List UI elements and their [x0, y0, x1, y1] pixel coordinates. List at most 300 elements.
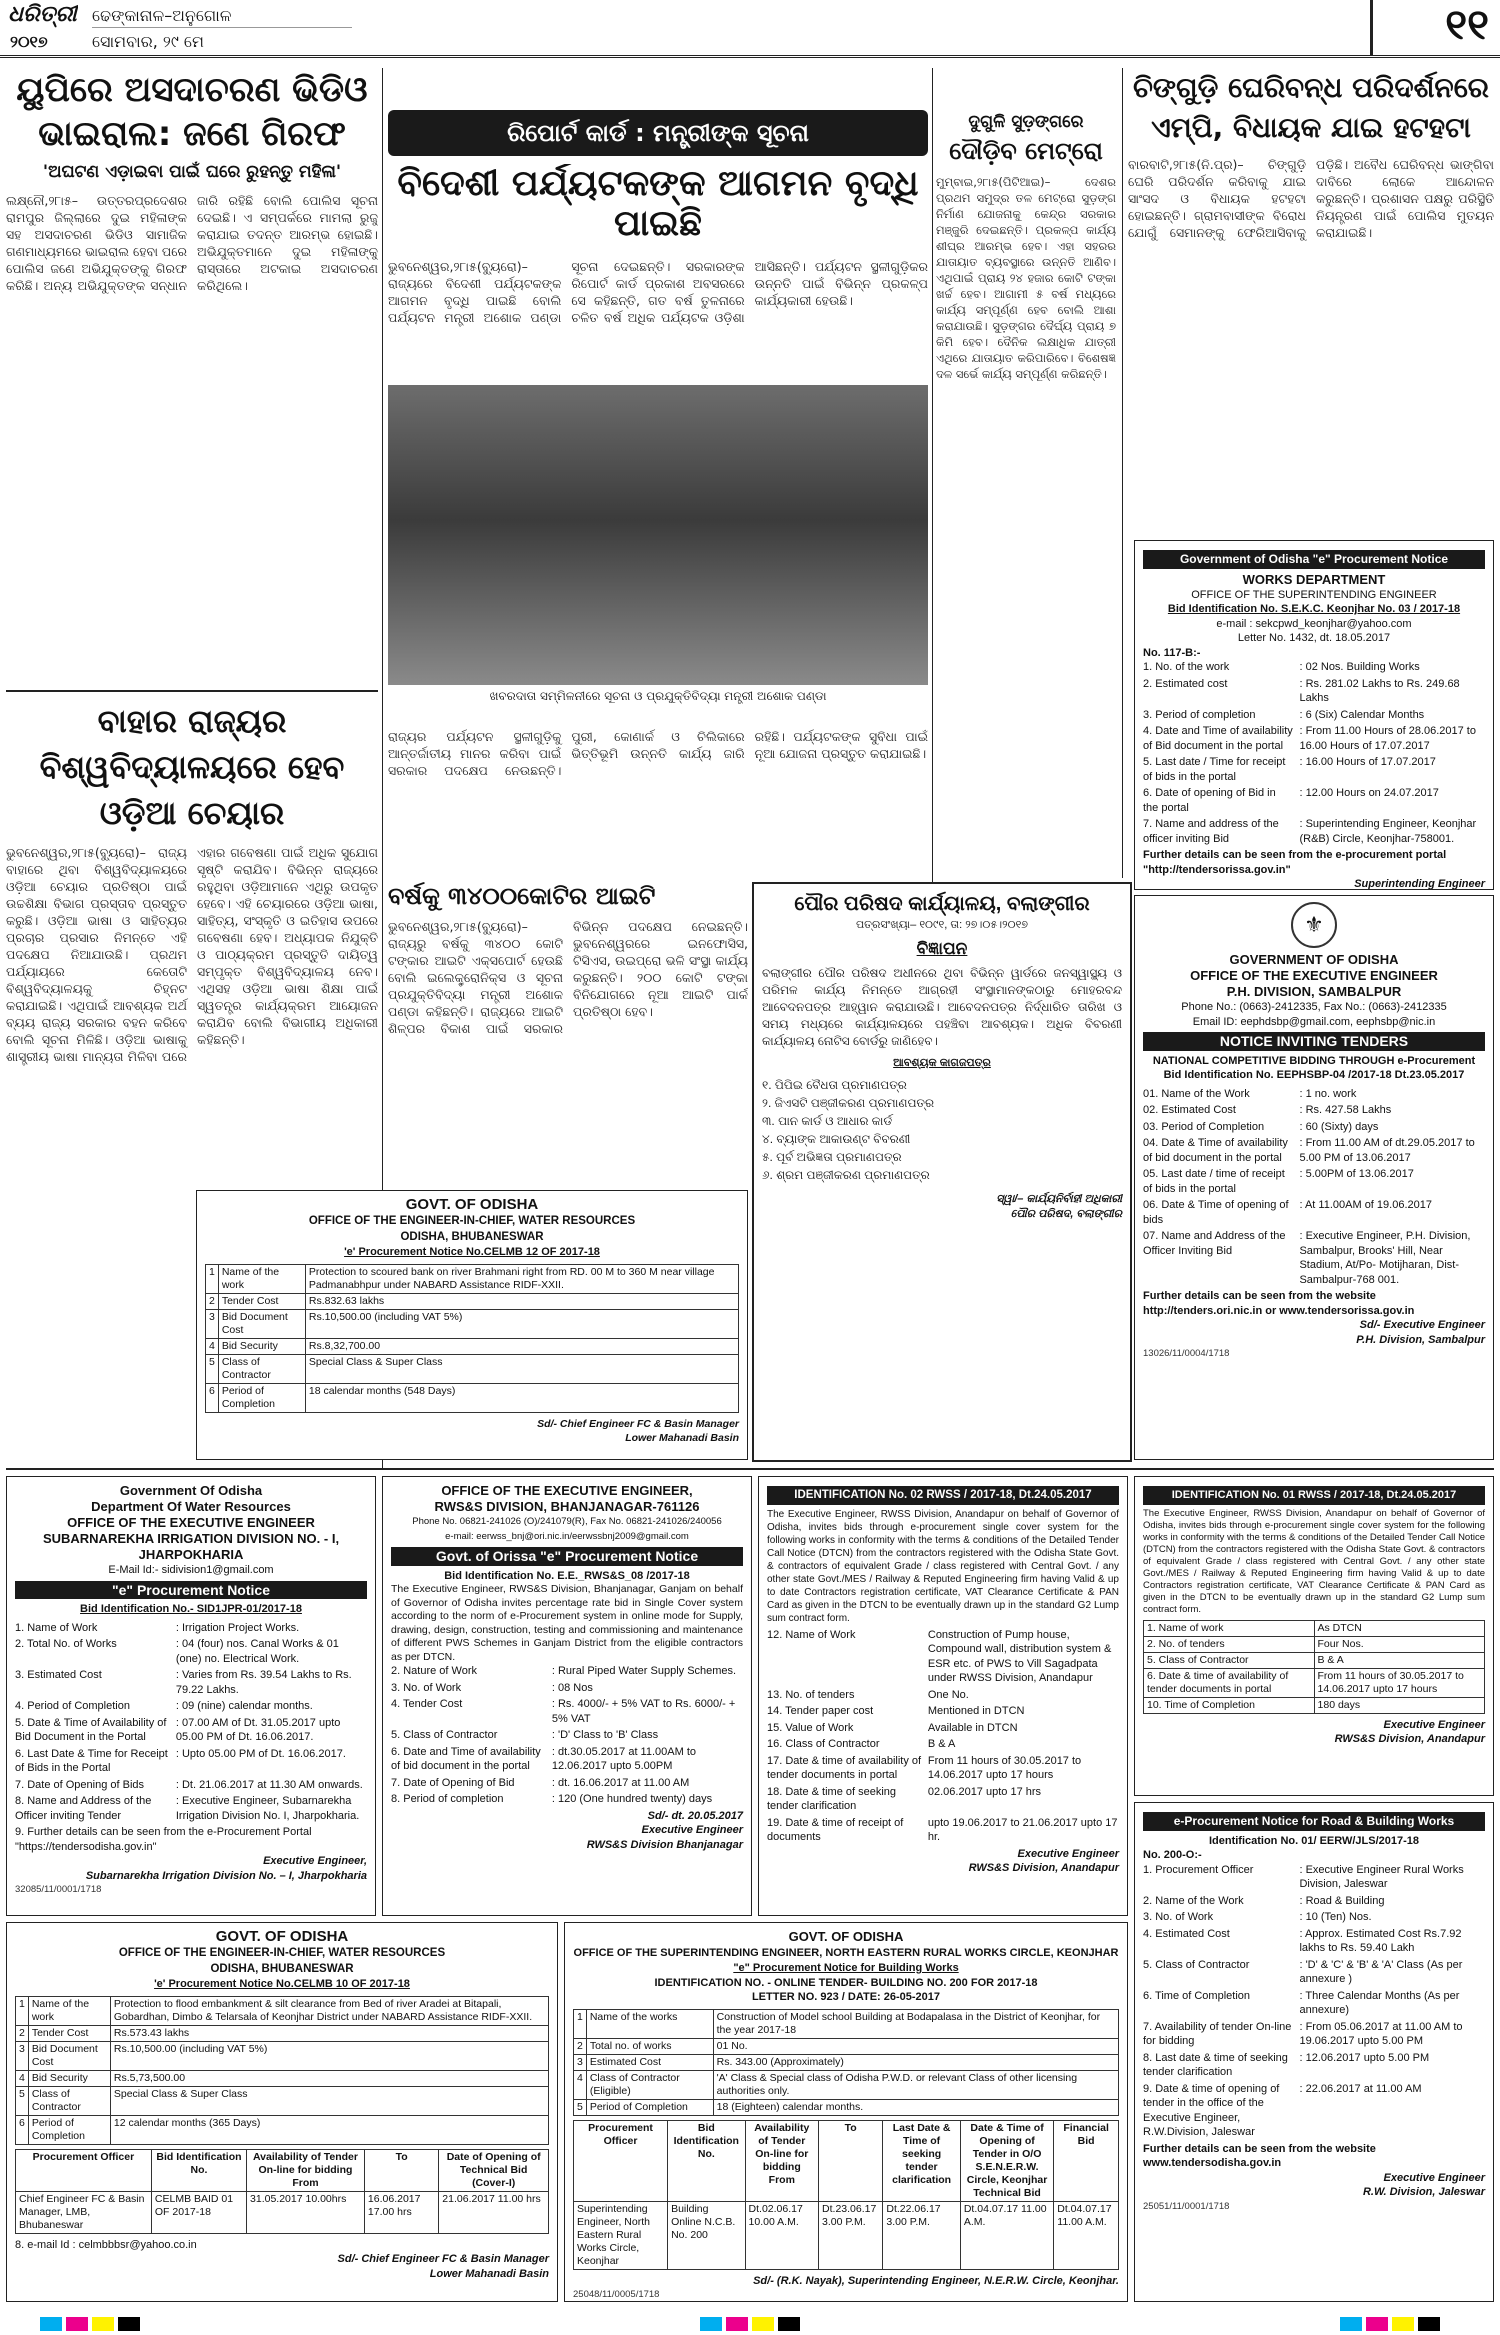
- row-value: From 11 hours of 30.05.2017 to 14.06.2017 upto 17 hours: [927, 1754, 1082, 1781]
- notice-signature: Executive Engineer R.W. Division, Jaleswar: [1362, 2171, 1485, 2198]
- notice-email: 8. e-mail Id : celmbbbsr@yahoo.co.in: [15, 2238, 197, 2251]
- list-item: [767, 1737, 1119, 1752]
- cell: 1. Name of work: [1144, 1620, 1315, 1636]
- notice-title: e-Procurement Notice for Road & Building Works: [1143, 1812, 1485, 1831]
- cell: Rs.8,32,700.00: [305, 1338, 738, 1354]
- row-key: 7. Date of Opening of Bid: [391, 1776, 515, 1789]
- cell: 3: [574, 2054, 587, 2070]
- list-item: [1143, 1894, 1485, 1909]
- row-value: : At 11.00AM of 19.06.2017: [1299, 1199, 1432, 1211]
- row-value: : 02 Nos. Building Works: [1299, 661, 1420, 673]
- row-value: : Three Calendar Months (As per annexure): [1299, 1989, 1460, 2016]
- office-name: OFFICE OF THE EXECUTIVE ENGINEER: [1190, 968, 1438, 983]
- list-item: [15, 1621, 367, 1636]
- list-item: [1143, 1863, 1485, 1892]
- notice-heading: 'e' Procurement Notice No.CELMB 12 OF 2017-18: [344, 1246, 600, 1258]
- cell: Class of Contractor (Eligible): [586, 2070, 713, 2099]
- table-row: [1144, 1636, 1485, 1652]
- row-key: 8. Period of completion: [391, 1793, 504, 1805]
- row-key: 7. Name and address of the officer inviting Bid: [1143, 818, 1279, 845]
- table-row: [16, 2191, 549, 2233]
- row-value: : From 11.00 AM of dt.29.05.2017 to 5.00 PM of 13.06.2017: [1299, 1137, 1475, 1164]
- celmb-12-notice: [196, 1190, 748, 1460]
- row-value: One No.: [927, 1688, 969, 1701]
- row-key: 6. Last Date & Time for Receipt of Bids in the Portal: [15, 1747, 168, 1774]
- row-key: 18. Date & time of seeking tender clarification: [767, 1785, 897, 1812]
- cell: Bid Security: [218, 1338, 305, 1354]
- row-value: : 'D' & 'C' & 'B' & 'A' Class (As per annexure ): [1299, 1958, 1463, 1985]
- list-item: ୧. ପିପିଇ ବୈଧତା ପ୍ରମାଣପତ୍ର: [762, 1078, 907, 1092]
- row-key: 6. Time of Completion: [1143, 1989, 1250, 2002]
- list-item: ୩. ପାନ କାର୍ଡ ଓ ଆଧାର କାର୍ଡ: [762, 1114, 893, 1128]
- row-value: : Executive Engineer Rural Works Division, Jaleswar: [1299, 1863, 1464, 1890]
- schedule-table: [573, 2120, 1119, 2270]
- cell: 2: [574, 2038, 587, 2054]
- list-item: [1143, 1167, 1485, 1196]
- row-value: : 1 no. work: [1299, 1087, 1357, 1100]
- row-value: : 10 (Ten) Nos.: [1299, 1911, 1372, 1923]
- row-key: 1. Name of Work: [15, 1621, 98, 1634]
- cell: 2: [206, 1293, 219, 1309]
- cell: Period of Completion: [586, 2099, 713, 2115]
- page-number: ୧୧: [1370, 0, 1495, 56]
- list-item: [1143, 1229, 1485, 1287]
- row-value: : 'D' Class to 'B' Class: [551, 1729, 659, 1741]
- notice-signature: Sd/- dt. 20.05.2017 Executive Engineer RWS&S Division Bhanjanagar: [586, 1809, 743, 1851]
- notice-title: GOVT. OF ODISHA: [788, 1929, 904, 1944]
- notice-intro: The Executive Engineer, RWSS Division, Anandapur on behalf of Governor of Odisha, invites bids through e-procurement single cover system for the following works in conformity with the terms & conditions of the Detailed Tender Call Notice (DTCN) from the contractors registered with the Odisha State Govt. & contractors of equivalent Grade / class registered with Central Govt. / any other state Govt./MES / Railway & Reputed Engineering firm having Valid & up to date Contractors registration certificate, VAT Clearance Certificate & PAN Card as given in the DTCN to be eventually drawn up in the standard G2 Lump sum contract form.: [1143, 1507, 1485, 1615]
- cell: Protection to scoured bank on river Brahmani right from RD. 00 M to 360 M near village Padmanabhpur under NABARD Assistance RIDF-XXII.: [305, 1264, 738, 1293]
- cell: Last Date & Time of seeking tender clarification: [883, 2120, 960, 2201]
- notice-phone: Phone No. 06821-241026 (O)/241079(R), Fax No. 06821-241026/240056: [412, 1516, 722, 1527]
- article-headline: ବାହାର ରାଜ୍ୟର ବିଶ୍ୱବିଦ୍ୟାଳୟରେ ହେବ ଓଡ଼ିଆ ଚେୟାର: [39, 702, 345, 832]
- cell: To: [819, 2120, 883, 2201]
- row-key: 7. Date of Opening of Bids: [15, 1778, 145, 1791]
- row-key: 5. Class of Contractor: [1143, 1958, 1250, 1971]
- cell: 5: [574, 2099, 587, 2115]
- row-value: : 09 (nine) calendar months.: [175, 1700, 313, 1712]
- list-item: [1143, 2020, 1485, 2049]
- article-body: ଲକ୍ଷ୍ନୌ,୨୮ା୫– ଉତ୍ତରପ୍ରଦେଶର ରାମପୁର ଜିଲ୍ଲାରେ ଦୁଇ ମହିଳାଙ୍କ ସହ ଅସଦାଚରଣ ଭିଡିଓ ସାମାଜିକ ଗଣମାଧ୍ୟମରେ ଭାଇରାଲ ହେବା ପରେ ପୋଲିସ ଜଣେ ଅଭିଯୁକ୍ତଙ୍କୁ ଗିରଫ କରିଛି। ଅନ୍ୟ ଅଭିଯୁକ୍ତଙ୍କ ସନ୍ଧାନ ଜାରି ରହିଛି ବୋଲି ପୋଲିସ ସୂଚନା ଦେଇଛି। ଏ ସମ୍ପର୍କରେ ମାମଲା ରୁଜୁ କରାଯାଇ ତଦନ୍ତ ଆରମ୍ଭ ହୋଇଛି। ଅଭିଯୁକ୍ତମାନେ ଦୁଇ ମହିଳାଙ୍କୁ ରାସ୍ତାରେ ଅଟକାଇ ଅସଦାଚରଣ କରିଥିଲେ।: [6, 193, 378, 293]
- cell: 18 calendar months (548 Days): [305, 1383, 738, 1412]
- row-key: 2. Name of the Work: [1143, 1894, 1244, 1907]
- notice-signature: Sd/- Executive Engineer P.H. Division, Sambalpur: [1356, 1319, 1485, 1346]
- list-item: [1143, 817, 1485, 846]
- cell: Rs.10,500.00 (including VAT 5%): [305, 1309, 738, 1338]
- cell: Rs.10,500.00 (including VAT 5%): [110, 2041, 548, 2070]
- row-value: : 22.06.2017 at 11.00 AM: [1299, 2082, 1422, 2095]
- row-value: : From 11.00 Hours of 28.06.2017 to 16.00 Hours of 17.07.2017: [1299, 725, 1476, 752]
- list-item: [391, 1745, 743, 1774]
- masthead: [0, 0, 1500, 58]
- article-headline: ଦୌଡ଼ିବ ମେଟ୍ରୋ: [949, 137, 1103, 165]
- row-value: B & A: [927, 1738, 956, 1750]
- cell: 4: [574, 2070, 587, 2099]
- paper-year: ୨୦୧୭: [10, 32, 48, 51]
- dept-name: Department Of Water Resources: [91, 1499, 291, 1514]
- row-value: : 6 (Six) Calendar Months: [1299, 708, 1425, 721]
- notice-body: ବଲାଙ୍ଗୀର ପୌର ପରିଷଦ ଅଧୀନରେ ଥିବା ବିଭିନ୍ନ ୱାର୍ଡରେ ଜନସ୍ୱାସ୍ଥ୍ୟ ଓ ପରିମଳ କାର୍ଯ୍ୟ ନିମନ୍ତେ ଆଗ୍ରହୀ ସଂସ୍ଥାମାନଙ୍କଠାରୁ ମୋହରବନ୍ଦ ଆବେଦନପତ୍ର ଆହ୍ୱାନ କରାଯାଉଛି। ଆବେଦନପତ୍ର ନିର୍ଦ୍ଧାରିତ ତାରିଖ ଓ ସମୟ ମଧ୍ୟରେ କାର୍ଯ୍ୟାଳୟରେ ପହଞ୍ଚିବା ଆବଶ୍ୟକ। ଅଧିକ ବିବରଣୀ କାର୍ଯ୍ୟାଳୟ ନୋଟିସ ବୋର୍ଡରୁ ଜାଣିହେବ।: [762, 965, 1122, 1048]
- list-item: [1143, 2082, 1485, 2140]
- list-item: [1143, 1989, 1485, 2018]
- notice-table: [1143, 1620, 1485, 1714]
- yellow-swatch: [752, 2317, 774, 2331]
- table-row: [574, 2099, 1119, 2115]
- cell: Construction of Model school Building at Bodapalasa in the District of Keonjhar, for the year 2017-18: [713, 2009, 1118, 2038]
- list-item: [1143, 1910, 1485, 1925]
- table-row: [574, 2120, 1119, 2201]
- list-item: [1143, 2051, 1485, 2080]
- notice-title: ପୌର ପରିଷଦ କାର୍ଯ୍ୟାଳୟ, ବଲାଙ୍ଗୀର: [794, 893, 1090, 915]
- row-key: 19. Date & time of receipt of documents: [767, 1816, 904, 1843]
- list-item: [1143, 724, 1485, 753]
- cell: Procurement Officer: [574, 2120, 668, 2201]
- notice-table: [573, 2009, 1119, 2116]
- list-item: ୨. ଜିଏସଟି ପଞ୍ଜୀକରଣ ପ୍ରମାଣପତ୍ର: [762, 1096, 935, 1110]
- office-place: ODISHA, BHUBANESWAR: [210, 1963, 354, 1975]
- cell: 2. No. of tenders: [1144, 1636, 1315, 1652]
- row-key: 3. No. of Work: [1143, 1911, 1214, 1923]
- notice-letter: LETTER NO. 923 / DATE: 26-05-2017: [751, 1991, 941, 2003]
- magenta-swatch: [1366, 2317, 1388, 2331]
- notice-title: IDENTIFICATION No. 02 RWSS / 2017-18, Dt.24.05.2017: [767, 1486, 1119, 1505]
- cell: Special Class & Super Class: [110, 2086, 548, 2115]
- row-key: 07. Name and Address of the Officer Inviting Bid: [1143, 1230, 1286, 1257]
- row-key: 01. Name of the Work: [1143, 1087, 1250, 1100]
- notice-signature: Executive Engineer RWS&S Division, Anandapur: [1334, 1718, 1485, 1745]
- table-row: [574, 2201, 1119, 2269]
- cell: 01 No.: [713, 2038, 1118, 2054]
- cell: Bid Security: [28, 2070, 110, 2086]
- row-key: 7. Availability of tender On-line for bidding: [1143, 2020, 1292, 2047]
- notice-title: Government Of Odisha: [119, 1483, 263, 1498]
- row-key: 4. Tender Cost: [391, 1698, 463, 1710]
- list-item: [391, 1664, 743, 1679]
- cell: Bid Document Cost: [218, 1309, 305, 1338]
- article-body: ବାରବାଟି,୨୮ା୫(ନି.ପ୍ର)– ଚିଙ୍ଗୁଡ଼ି ଘେରି ପରିଦର୍ଶନ କରିବାକୁ ଯାଇ ସାଂସଦ ଓ ବିଧାୟକ ହଟହଟା ହୋଇଛନ୍ତି। ଗ୍ରାମବାସୀଙ୍କ ବିରୋଧ ଯୋଗୁଁ ସେମାନଙ୍କୁ ଫେରିଆସିବାକୁ ପଡ଼ିଛି। ଅବୈଧ ଘେରିବନ୍ଧ ଭାଙ୍ଗିବା ଦାବିରେ ଲୋକେ ଆନ୍ଦୋଳନ କରୁଛନ୍ତି। ପ୍ରଶାସନ ପକ୍ଷରୁ ପରିସ୍ଥିତି ନିୟନ୍ତ୍ରଣ ପାଇଁ ପୋଲିସ ମୁତୟନ କରାଯାଇଛି।: [1128, 157, 1494, 240]
- list-item: [391, 1681, 743, 1696]
- notice-further: Further details can be seen from the website www.tendersodisha.gov.in: [1143, 2142, 1376, 2169]
- table-row: [1144, 1697, 1485, 1713]
- cell: 3: [206, 1309, 219, 1338]
- notice-signature: Sd/- (R.K. Nayak), Superintending Engineer, N.E.R.W. Circle, Keonjhar.: [753, 2274, 1119, 2287]
- notice-title: GOVT. OF ODISHA: [215, 1928, 349, 1945]
- notice-table: [205, 1264, 739, 1413]
- notice-title: Government of Odisha "e" Procurement Notice: [1143, 550, 1485, 569]
- list-item: [1143, 677, 1485, 706]
- notice-signature: ସ୍ୱା/– କାର୍ଯ୍ୟନିର୍ବାହୀ ଅଧିକାରୀ ପୌର ପରିଷଦ, ବଲାଙ୍ଗୀର: [996, 1193, 1122, 1220]
- row-key: 4. Period of Completion: [15, 1700, 130, 1712]
- cell: Four Nos.: [1314, 1636, 1484, 1652]
- row-value: : Varies from Rs. 39.54 Lakhs to Rs. 79.22 Lakhs.: [175, 1669, 352, 1696]
- cell: 4: [16, 2070, 29, 2086]
- division-name: P.H. DIVISION, SAMBALPUR: [1226, 984, 1402, 999]
- bid-identification: IDENTIFICATION NO. - ONLINE TENDER- BUILDING NO. 200 FOR 2017-18: [654, 1976, 1038, 1989]
- row-value: : Rs. 427.58 Lakhs: [1299, 1104, 1392, 1116]
- table-row: [206, 1354, 739, 1383]
- jaleswar-notice: [1134, 1802, 1494, 2302]
- black-swatch: [778, 2317, 800, 2331]
- report-card-headline: ବିଦେଶୀ ପର୍ଯ୍ୟଟକଙ୍କ ଆଗମନ ବୃଦ୍ଧି ପାଇଛି: [397, 164, 919, 244]
- list-item: [1143, 1120, 1485, 1135]
- notice-intro: The Executive Engineer, RWS&S Division, Bhanjanagar, Ganjam on behalf of Governor of Odisha invites percentage rate bid in Single Cover system according to the norm of e-Procurement system in online mode for Supply, drawing, design, construction, testing and commissioning and maintenance of different PWS Schemes in Ganjam District from the eligible contractors as per DTCN.: [391, 1583, 743, 1663]
- cell: Dt.22.06.17 3.00 P.M.: [883, 2201, 960, 2269]
- cell: Dt.04.07.17 11.00 A.M.: [960, 2201, 1053, 2269]
- cell: Bid Identification No.: [151, 2149, 246, 2191]
- row-value: : 16.00 Hours of 17.07.2017: [1299, 756, 1436, 768]
- table-row: [574, 2054, 1119, 2070]
- cell: Class of Contractor: [28, 2086, 110, 2115]
- cell: 6: [16, 2115, 29, 2144]
- list-item: [391, 1728, 743, 1743]
- list-item: [767, 1754, 1119, 1783]
- cell: B & A: [1314, 1652, 1484, 1668]
- list-item: [1143, 660, 1485, 675]
- list-item: ୪. ବ୍ୟାଙ୍କ ଆକାଉଣ୍ଟ ବିବରଣୀ: [762, 1132, 911, 1146]
- row-value: Mentioned in DTCN: [927, 1705, 1025, 1717]
- list-item: [767, 1721, 1119, 1736]
- row-value: : 5.00PM of 13.06.2017: [1299, 1168, 1414, 1180]
- list-item: [391, 1792, 743, 1807]
- list-item: [15, 1699, 367, 1714]
- notice-letter: Letter No. 1432, dt. 18.05.2017: [1237, 632, 1391, 644]
- article-headline: ୟୁପିରେ ଅସଦାଚରଣ ଭିଡିଓ ଭାଇରାଲ: ଜଣେ ଗିରଫ: [16, 70, 368, 154]
- notice-further: Further details can be seen from the website http://tenders.ori.nic.in or www.tendersorissa.gov.in: [1143, 1290, 1415, 1317]
- office-name: OFFICE OF THE ENGINEER-IN-CHIEF, WATER RESOURCES: [308, 1215, 636, 1227]
- cell: 16.06.2017 17.00 hrs: [364, 2191, 438, 2233]
- row-value: : Executive Engineer, Subarnarekha Irrigation Division No. I, Jharpokharia.: [175, 1795, 360, 1822]
- list-item: [15, 1668, 367, 1697]
- cell: 31.05.2017 10.00hrs: [247, 2191, 365, 2233]
- table-row: [206, 1264, 739, 1293]
- notice-signature: Executive Engineer, Subarnarekha Irrigation Division No. – I, Jharpokharia: [85, 1855, 367, 1882]
- row-key: 3. Estimated Cost: [15, 1669, 102, 1681]
- row-value: : Executive Engineer, P.H. Division, Sambalpur, Brooks' Hill, Near Stadium, At/Po- Motijharan, Dist- Sambalpur-768 001.: [1299, 1230, 1471, 1286]
- list-item: [15, 1716, 367, 1745]
- list-item: [391, 1776, 743, 1791]
- cell: 1: [206, 1264, 219, 1293]
- list-item: ୫. ପୂର୍ବ ଅଭିଜ୍ଞତା ପ୍ରମାଣପତ୍ର: [762, 1150, 902, 1164]
- cell: 5. Class of Contractor: [1144, 1652, 1315, 1668]
- row-key: 6. Date and Time of availability of bid document in the portal: [391, 1745, 541, 1772]
- list-item: [391, 1697, 743, 1726]
- office-place: ODISHA, BHUBANESWAR: [400, 1231, 544, 1243]
- article-subheadline: 'ଅଘଟଣ ଏଡ଼ାଇବା ପାଇଁ ଘରେ ରୁହନ୍ତୁ ମହିଳା': [42, 162, 342, 182]
- row-key: 5. Date & Time of Availability of Bid Document in the Portal: [15, 1716, 167, 1743]
- cell: Procurement Officer: [16, 2149, 152, 2191]
- table-row: [1144, 1652, 1485, 1668]
- notice-heading: ବିଜ୍ଞାପନ: [916, 938, 968, 958]
- sambalpur-ph-notice: [1134, 895, 1494, 1460]
- cyan-swatch: [40, 2317, 62, 2331]
- nerw-circle-notice: [564, 1922, 1128, 2302]
- cell: Tender Cost: [218, 1293, 305, 1309]
- dept-name: WORKS DEPARTMENT: [1242, 571, 1386, 587]
- magenta-swatch: [726, 2317, 748, 2331]
- cell: To: [364, 2149, 438, 2191]
- table-row: [16, 2086, 549, 2115]
- table-row: [16, 2041, 549, 2070]
- article-body: ଭୁବନେଶ୍ୱର,୨୮ା୫(ବ୍ୟୁରୋ)– ରାଜ୍ୟ ବାହାରେ ଥିବା ବିଶ୍ୱବିଦ୍ୟାଳୟରେ ଓଡ଼ିଆ ଚେୟାର ପ୍ରତିଷ୍ଠା ପାଇଁ ଉଚ୍ଚଶିକ୍ଷା ବିଭାଗ ପ୍ରସ୍ତାବ ପ୍ରସ୍ତୁତ କରୁଛି। ଓଡ଼ିଆ ଭାଷା ଓ ସାହିତ୍ୟର ପ୍ରଚାର ପ୍ରସାର ନିମନ୍ତେ ଏହି ପଦକ୍ଷେପ ନିଆଯାଉଛି। ପ୍ରଥମ ପର୍ଯ୍ୟାୟରେ କେତୋଟି ବିଶ୍ୱବିଦ୍ୟାଳୟକୁ ଚିହ୍ନଟ କରାଯାଇଛି। ଏଥିପାଇଁ ଆବଶ୍ୟକ ଅର୍ଥ ବ୍ୟୟ ରାଜ୍ୟ ସରକାର ବହନ କରିବେ ବୋଲି ସୂଚନା ମିଳିଛି। ଓଡ଼ିଆ ଭାଷାକୁ ଶାସ୍ତ୍ରୀୟ ଭାଷା ମାନ୍ୟତା ମିଳିବା ପରେ ଏହାର ଗବେଷଣା ପାଇଁ ଅଧିକ ସୁଯୋଗ ସୃଷ୍ଟି କରାଯିବ। ବିଭିନ୍ନ ରାଜ୍ୟରେ ରହୁଥିବା ଓଡ଼ିଆମାନେ ଏଥିରୁ ଉପକୃତ ହେବେ। ଏହି ଚେୟାରରେ ଓଡ଼ିଆ ଭାଷା, ସାହିତ୍ୟ, ସଂସ୍କୃତି ଓ ଇତିହାସ ଉପରେ ଗବେଷଣା ହେବ। ଅଧ୍ୟାପକ ନିଯୁକ୍ତି ଓ ପାଠ୍ୟକ୍ରମ ପ୍ରସ୍ତୁତି ଦାୟିତ୍ୱ ସମ୍ପୃକ୍ତ ବିଶ୍ୱବିଦ୍ୟାଳୟ ନେବ। ଏଥିସହ ଓଡ଼ିଆ ଭାଷା ଶିକ୍ଷା ପାଇଁ ସ୍ୱତନ୍ତ୍ର କାର୍ଯ୍ୟକ୍ରମ ଆୟୋଜନ କରାଯିବ ବୋଲି ବିଭାଗୀୟ ଅଧିକାରୀ କହିଛନ୍ତି।: [6, 845, 378, 1064]
- notice-code: 25048/11/0005/1718: [573, 2289, 660, 2300]
- list-item: [1143, 1198, 1485, 1227]
- row-key: 3. Period of completion: [1143, 708, 1256, 721]
- notice-phone: Phone No.: (0663)-2412335, Fax No.: (0663)-2412335: [1181, 1001, 1447, 1013]
- report-card-body-2: ରାଜ୍ୟର ପର୍ଯ୍ୟଟନ ସ୍ଥଳୀଗୁଡ଼ିକୁ ଆନ୍ତର୍ଜାତୀୟ ମାନର କରିବା ପାଇଁ ସରକାର ପଦକ୍ଷେପ ନେଉଛନ୍ତି। ପୁରୀ, କୋଣାର୍କ ଓ ଚିଲିକାରେ ଭିତ୍ତିଭୂମି ଉନ୍ନତି କାର୍ଯ୍ୟ ଜାରି ରହିଛି। ପର୍ଯ୍ୟଟକଙ୍କ ସୁବିଧା ପାଇଁ ନୂଆ ଯୋଜନା ପ୍ରସ୍ତୁତ କରାଯାଇଛି।: [388, 729, 928, 778]
- list-item: [1143, 708, 1485, 723]
- cell: 5: [206, 1354, 219, 1383]
- row-value: 02.06.2017 upto 17 hrs: [927, 1785, 1042, 1798]
- cell: Availability of Tender On-line for bidding From: [247, 2149, 365, 2191]
- list-item: [15, 1778, 367, 1793]
- list-item: [15, 1637, 367, 1666]
- cell: Rs. 343.00 (Approximately): [713, 2054, 1118, 2070]
- row-value: upto 19.06.2017 to 21.06.2017 upto 17 hr.: [927, 1816, 1118, 1843]
- cell: Class of Contractor: [218, 1354, 305, 1383]
- notice-signature: Executive Engineer RWS&S Division, Anandapur: [968, 1847, 1119, 1874]
- rd-works-notice: [1134, 540, 1494, 890]
- notice-email: Email ID: eephdsbp@gmail.com, eephsbp@nic.in: [1192, 1015, 1436, 1028]
- list-item: [1143, 786, 1485, 815]
- row-value: : dt. 16.06.2017 at 11.00 AM: [551, 1776, 690, 1789]
- notice-heading: "e" Procurement Notice: [15, 1581, 367, 1600]
- row-value: : Upto 05.00 PM of Dt. 16.06.2017.: [175, 1747, 346, 1760]
- row-key: 4. Date and Time of availability of Bid document in the portal: [1143, 725, 1293, 752]
- notice-code: 25051/11/0001/1718: [1143, 2200, 1230, 2212]
- cell: Rs.832.63 lakhs: [305, 1293, 738, 1309]
- list-item: [1143, 1103, 1485, 1118]
- row-key: 6. Date of opening of Bid in the portal: [1143, 787, 1276, 814]
- report-card-body: ଭୁବନେଶ୍ୱର,୨୮ା୫(ବ୍ୟୁରୋ)– ରାଜ୍ୟରେ ବିଦେଶୀ ପର୍ଯ୍ୟଟକଙ୍କ ଆଗମନ ବୃଦ୍ଧି ପାଇଛି ବୋଲି ପର୍ଯ୍ୟଟନ ମନ୍ତ୍ରୀ ଅଶୋକ ପଣ୍ଡା ସୂଚନା ଦେଇଛନ୍ତି। ସରକାରଙ୍କ ରିପୋର୍ଟ କାର୍ଡ ପ୍ରକାଶ ଅବସରରେ ସେ କହିଛନ୍ତି, ଗତ ବର୍ଷ ତୁଳନାରେ ଚଳିତ ବର୍ଷ ଅଧିକ ପର୍ଯ୍ୟଟକ ଓଡ଼ିଶା ଆସିଛନ୍ତି। ପର୍ଯ୍ୟଟନ ସ୍ଥଳୀଗୁଡ଼ିକର ଉନ୍ନତି ପାଇଁ ବିଭିନ୍ନ ପ୍ରକଳ୍ପ କାର୍ଯ୍ୟକାରୀ ହେଉଛି।: [388, 259, 928, 325]
- cell: 12 calendar months (365 Days): [110, 2115, 548, 2144]
- office-name: OFFICE OF THE EXECUTIVE ENGINEER: [67, 1515, 315, 1530]
- cell: Total no. of works: [586, 2038, 713, 2054]
- cell: 'A' Class & Special class of Odisha P.W.D. or relevant Class of other licensing authorities only.: [713, 2070, 1118, 2099]
- row-value: : Road & Building: [1299, 1894, 1385, 1907]
- list-item: [767, 1704, 1119, 1719]
- row-key: 3. No. of Work: [391, 1681, 462, 1694]
- office-name: OFFICE OF THE SUPERINTENDING ENGINEER, NORTH EASTERN RURAL WORKS CIRCLE, KEONJHAR: [573, 1947, 1119, 1959]
- row-value: : 60 (Sixty) days: [1299, 1120, 1379, 1133]
- notice-signature: Superintending Engineer: [1354, 878, 1485, 890]
- cell: Name of the work: [218, 1264, 305, 1293]
- row-key: 2. Estimated cost: [1143, 677, 1228, 690]
- list-item: [15, 1747, 367, 1776]
- cell: 10. Time of Completion: [1144, 1697, 1315, 1713]
- srid-notice: [6, 1476, 376, 1916]
- notice-further: 9. Further details can be seen from the e-Procurement Portal "https://tendersodisha.gov.in": [15, 1826, 312, 1853]
- row-value: : Rs. 281.02 Lakhs to Rs. 249.68 Lakhs: [1299, 677, 1460, 704]
- cell: 4: [206, 1338, 219, 1354]
- list-item: [767, 1785, 1119, 1814]
- edition-date: ସୋମବାର, ୨୯ ମେ: [92, 32, 204, 51]
- row-value: : Superintending Engineer, Keonjhar (R&B) Circle, Keonjhar-758001.: [1299, 818, 1477, 845]
- cell: 1: [574, 2009, 587, 2038]
- office-name: OFFICE OF THE SUPERINTENDING ENGINEER: [1191, 588, 1437, 601]
- notice-signature: Sd/- Chief Engineer FC & Basin Manager Lower Mahanadi Basin: [337, 2253, 549, 2280]
- notice-sub: NATIONAL COMPETITIVE BIDDING THROUGH e-Procurement: [1152, 1054, 1476, 1067]
- row-key: 02. Estimated Cost: [1143, 1104, 1236, 1116]
- notice-heading: 'e' Procurement Notice No.CELMB 10 OF 2017-18: [154, 1978, 410, 1990]
- table-row: [206, 1309, 739, 1338]
- table-row: [16, 2025, 549, 2041]
- row-value: : 04 (four) nos. Canal Works & 01 (one) no. Electrical Work.: [175, 1638, 339, 1665]
- notice-rows: [1143, 660, 1485, 846]
- row-key: 8. Name and Address of the Officer inviting Tender: [15, 1795, 152, 1822]
- celmb-10-notice: [6, 1922, 558, 2302]
- cell: Name of the work: [28, 1996, 110, 2025]
- notice-signature: Sd/- Chief Engineer FC & Basin Manager Lower Mahanadi Basin: [537, 1417, 739, 1444]
- row-value: Construction of Pump house, Compound wall, distribution system & ESR etc. of PWS to Vill Sagadpata under RWSS Division, Anandapur: [927, 1628, 1112, 1684]
- black-swatch: [1418, 2317, 1440, 2331]
- table-row: [574, 2070, 1119, 2099]
- table-row: [16, 2070, 549, 2086]
- bid-identification: Bid Identification No. E.E._RWS&S_08 /2017-18: [444, 1569, 690, 1582]
- notice-ref: ପତ୍ରସଂଖ୍ୟା– ୧୦୯୧, ତା: ୨୭।୦୫।୨୦୧୭: [855, 919, 1029, 931]
- yellow-swatch: [92, 2317, 114, 2331]
- list-item: ୬. ଶ୍ରମ ପଞ୍ଜୀକରଣ ପ୍ରମାଣପତ୍ର: [762, 1168, 930, 1182]
- notice-title: GOVERNMENT OF ODISHA: [1229, 952, 1399, 967]
- list-item: [1143, 1958, 1485, 1987]
- notice-table: [15, 1996, 549, 2145]
- rwss-01-notice: [1134, 1476, 1494, 1796]
- it-export-headline: ବର୍ଷକୁ ୩୪୦୦କୋଟିର ଆଇଟି: [388, 882, 656, 910]
- article-headline: ଚିଙ୍ଗୁଡ଼ି ଘେରିବନ୍ଧ ପରିଦର୍ଶନରେ ଏମ୍‌ପି, ବିଧାୟକ ଯାଇ ହଟହଟା: [1133, 71, 1489, 144]
- minister-photo: [388, 385, 928, 685]
- article-metro: [936, 110, 1116, 880]
- notice-intro: The Executive Engineer, RWSS Division, Anandapur on behalf of Governor of Odisha, invites bids through e-procurement single cover system for the following works in conformity with the terms & conditions of the Detailed Tender Call Notice (DTCN) from the contractors registered with the Odisha State Govt. & contractors of equivalent Grade / class registered with Central Govt. / any other state Govt./MES / Railway & Reputed Engineering firm having Valid & up to date Contractors registration certificate, VAT Clearance Certificate & PAN Card as given in the DTCN to be eventually drawn up in the standard G2 Lump sum contract form.: [767, 1508, 1119, 1624]
- row-value: : Rural Piped Water Supply Schemes.: [551, 1665, 737, 1677]
- row-key: 15. Value of Work: [767, 1721, 854, 1734]
- list-item: [1143, 755, 1485, 784]
- cell: Dt.23.06.17 3.00 P.M.: [819, 2201, 883, 2269]
- notice-rows: [1143, 1087, 1485, 1288]
- cyan-swatch: [1340, 2317, 1362, 2331]
- notice-number: No. 200-O:-: [1143, 1849, 1202, 1861]
- odisha-emblem-icon: ⚜: [1291, 902, 1337, 948]
- list-item: [767, 1688, 1119, 1703]
- article-body: ମୁମ୍ବାଇ,୨୮ା୫(ପିଟିଆଇ)– ଦେଶର ପ୍ରଥମ ସମୁଦ୍ର ତଳ ମେଟ୍ରୋ ସୁଡ଼ଙ୍ଗ ନିର୍ମାଣ ଯୋଜନାକୁ କେନ୍ଦ୍ର ସରକାର ମଞ୍ଜୁରି ଦେଇଛନ୍ତି। ପ୍ରକଳ୍ପ କାର୍ଯ୍ୟ ଶୀଘ୍ର ଆରମ୍ଭ ହେବ। ଏହା ସହରର ଯାତାୟାତ ବ୍ୟବସ୍ଥାରେ ଉନ୍ନତି ଆଣିବ। ଏଥିପାଇଁ ପ୍ରାୟ ୨୪ ହଜାର କୋଟି ଟଙ୍କା ଖର୍ଚ୍ଚ ହେବ। ଆଗାମୀ ୫ ବର୍ଷ ମଧ୍ୟରେ କାର୍ଯ୍ୟ ସମ୍ପୂର୍ଣ୍ଣ ହେବ ବୋଲି ଆଶା କରାଯାଉଛି। ସୁଡ଼ଙ୍ଗର ଦୈର୍ଘ୍ୟ ପ୍ରାୟ ୭ କିମି ହେବ। ଦୈନିକ ଲକ୍ଷାଧିକ ଯାତ୍ରୀ ଏଥିରେ ଯାତାୟାତ କରିପାରିବେ। ବିଶେଷଜ୍ଞ ଦଳ ସର୍ଭେ କାର୍ଯ୍ୟ ସମ୍ପୂର୍ଣ୍ଣ କରିଛନ୍ତି।: [936, 175, 1116, 381]
- cell: Financial Bid: [1054, 2120, 1119, 2201]
- row-key: 14. Tender paper cost: [767, 1705, 874, 1717]
- cell: 1: [16, 1996, 29, 2025]
- bid-identification: Identification No. 01/ EERW/JLS/2017-18: [1208, 1834, 1420, 1847]
- cell: Period of Completion: [218, 1383, 305, 1412]
- bhanjanagar-notice: [382, 1476, 752, 1916]
- it-export-body: ଭୁବନେଶ୍ୱର,୨୮ା୫(ବ୍ୟୁରୋ)– ରାଜ୍ୟରୁ ବର୍ଷକୁ ୩୪୦୦ କୋଟି ଟଙ୍କାର ଆଇଟି ଏକ୍ସପୋର୍ଟ ହେଉଛି ବୋଲି ଇଲେକ୍ଟ୍ରୋନିକ୍ସ ଓ ସୂଚନା ପ୍ରଯୁକ୍ତିବିଦ୍ୟା ମନ୍ତ୍ରୀ ଅଶୋକ ପଣ୍ଡା କହିଛନ୍ତି। ରାଜ୍ୟରେ ଆଇଟି ଶିଳ୍ପର ବିକାଶ ପାଇଁ ସରକାର ବିଭିନ୍ନ ପଦକ୍ଷେପ ନେଇଛନ୍ତି। ଭୁବନେଶ୍ୱରରେ ଇନଫୋସିସ, ଟିସିଏସ, ଉଇପ୍ରୋ ଭଳି ସଂସ୍ଥା କାର୍ଯ୍ୟ କରୁଛନ୍ତି। ୨୦୦ କୋଟି ଟଙ୍କା ବିନିଯୋଗରେ ନୂଆ ଆଇଟି ପାର୍କ ପ୍ରତିଷ୍ଠା ହେବ।: [388, 919, 748, 1036]
- list-item: [1143, 1927, 1485, 1956]
- cell: From 11 hours of 30.05.2017 to 14.06.2017 upto 17 hours: [1314, 1668, 1484, 1697]
- row-value: : Dt. 21.06.2017 at 11.30 AM onwards.: [175, 1778, 363, 1791]
- docs-heading: ଆବଶ୍ୟକ କାଗଜପତ୍ର: [893, 1056, 991, 1069]
- list-item: [767, 1628, 1119, 1686]
- cell: As DTCN: [1314, 1620, 1484, 1636]
- cell: Date of Opening of Technical Bid (Cover-I): [439, 2149, 549, 2191]
- cell: Bid Identification No.: [668, 2120, 745, 2201]
- row-key: 2. Total No. of Works: [15, 1638, 117, 1650]
- magenta-swatch: [66, 2317, 88, 2331]
- notice-email: e-mail : sekcpwd_keonjhar@yahoo.com: [1216, 617, 1412, 630]
- table-row: [1144, 1620, 1485, 1636]
- row-key: 17. Date & time of availability of tender documents in portal: [767, 1754, 922, 1781]
- notice-heading: "e" Procurement Notice for Building Works: [733, 1962, 959, 1974]
- photo-caption: ଖବରଦାତା ସମ୍ମିଳନୀରେ ସୂଚନା ଓ ପ୍ରଯୁକ୍ତିବିଦ୍ୟା ମନ୍ତ୍ରୀ ଅଶୋକ ପଣ୍ଡା: [489, 689, 827, 703]
- cell: Dt.02.06.17 10.00 A.M.: [745, 2201, 819, 2269]
- row-key: 1. No. of the work: [1143, 661, 1230, 673]
- table-row: [1144, 1668, 1485, 1697]
- table-row: [206, 1383, 739, 1412]
- cell: Date & Time of Opening of Tender in O/O S.E.N.E.R.W. Circle, Keonjhar Technical Bid: [960, 2120, 1053, 2201]
